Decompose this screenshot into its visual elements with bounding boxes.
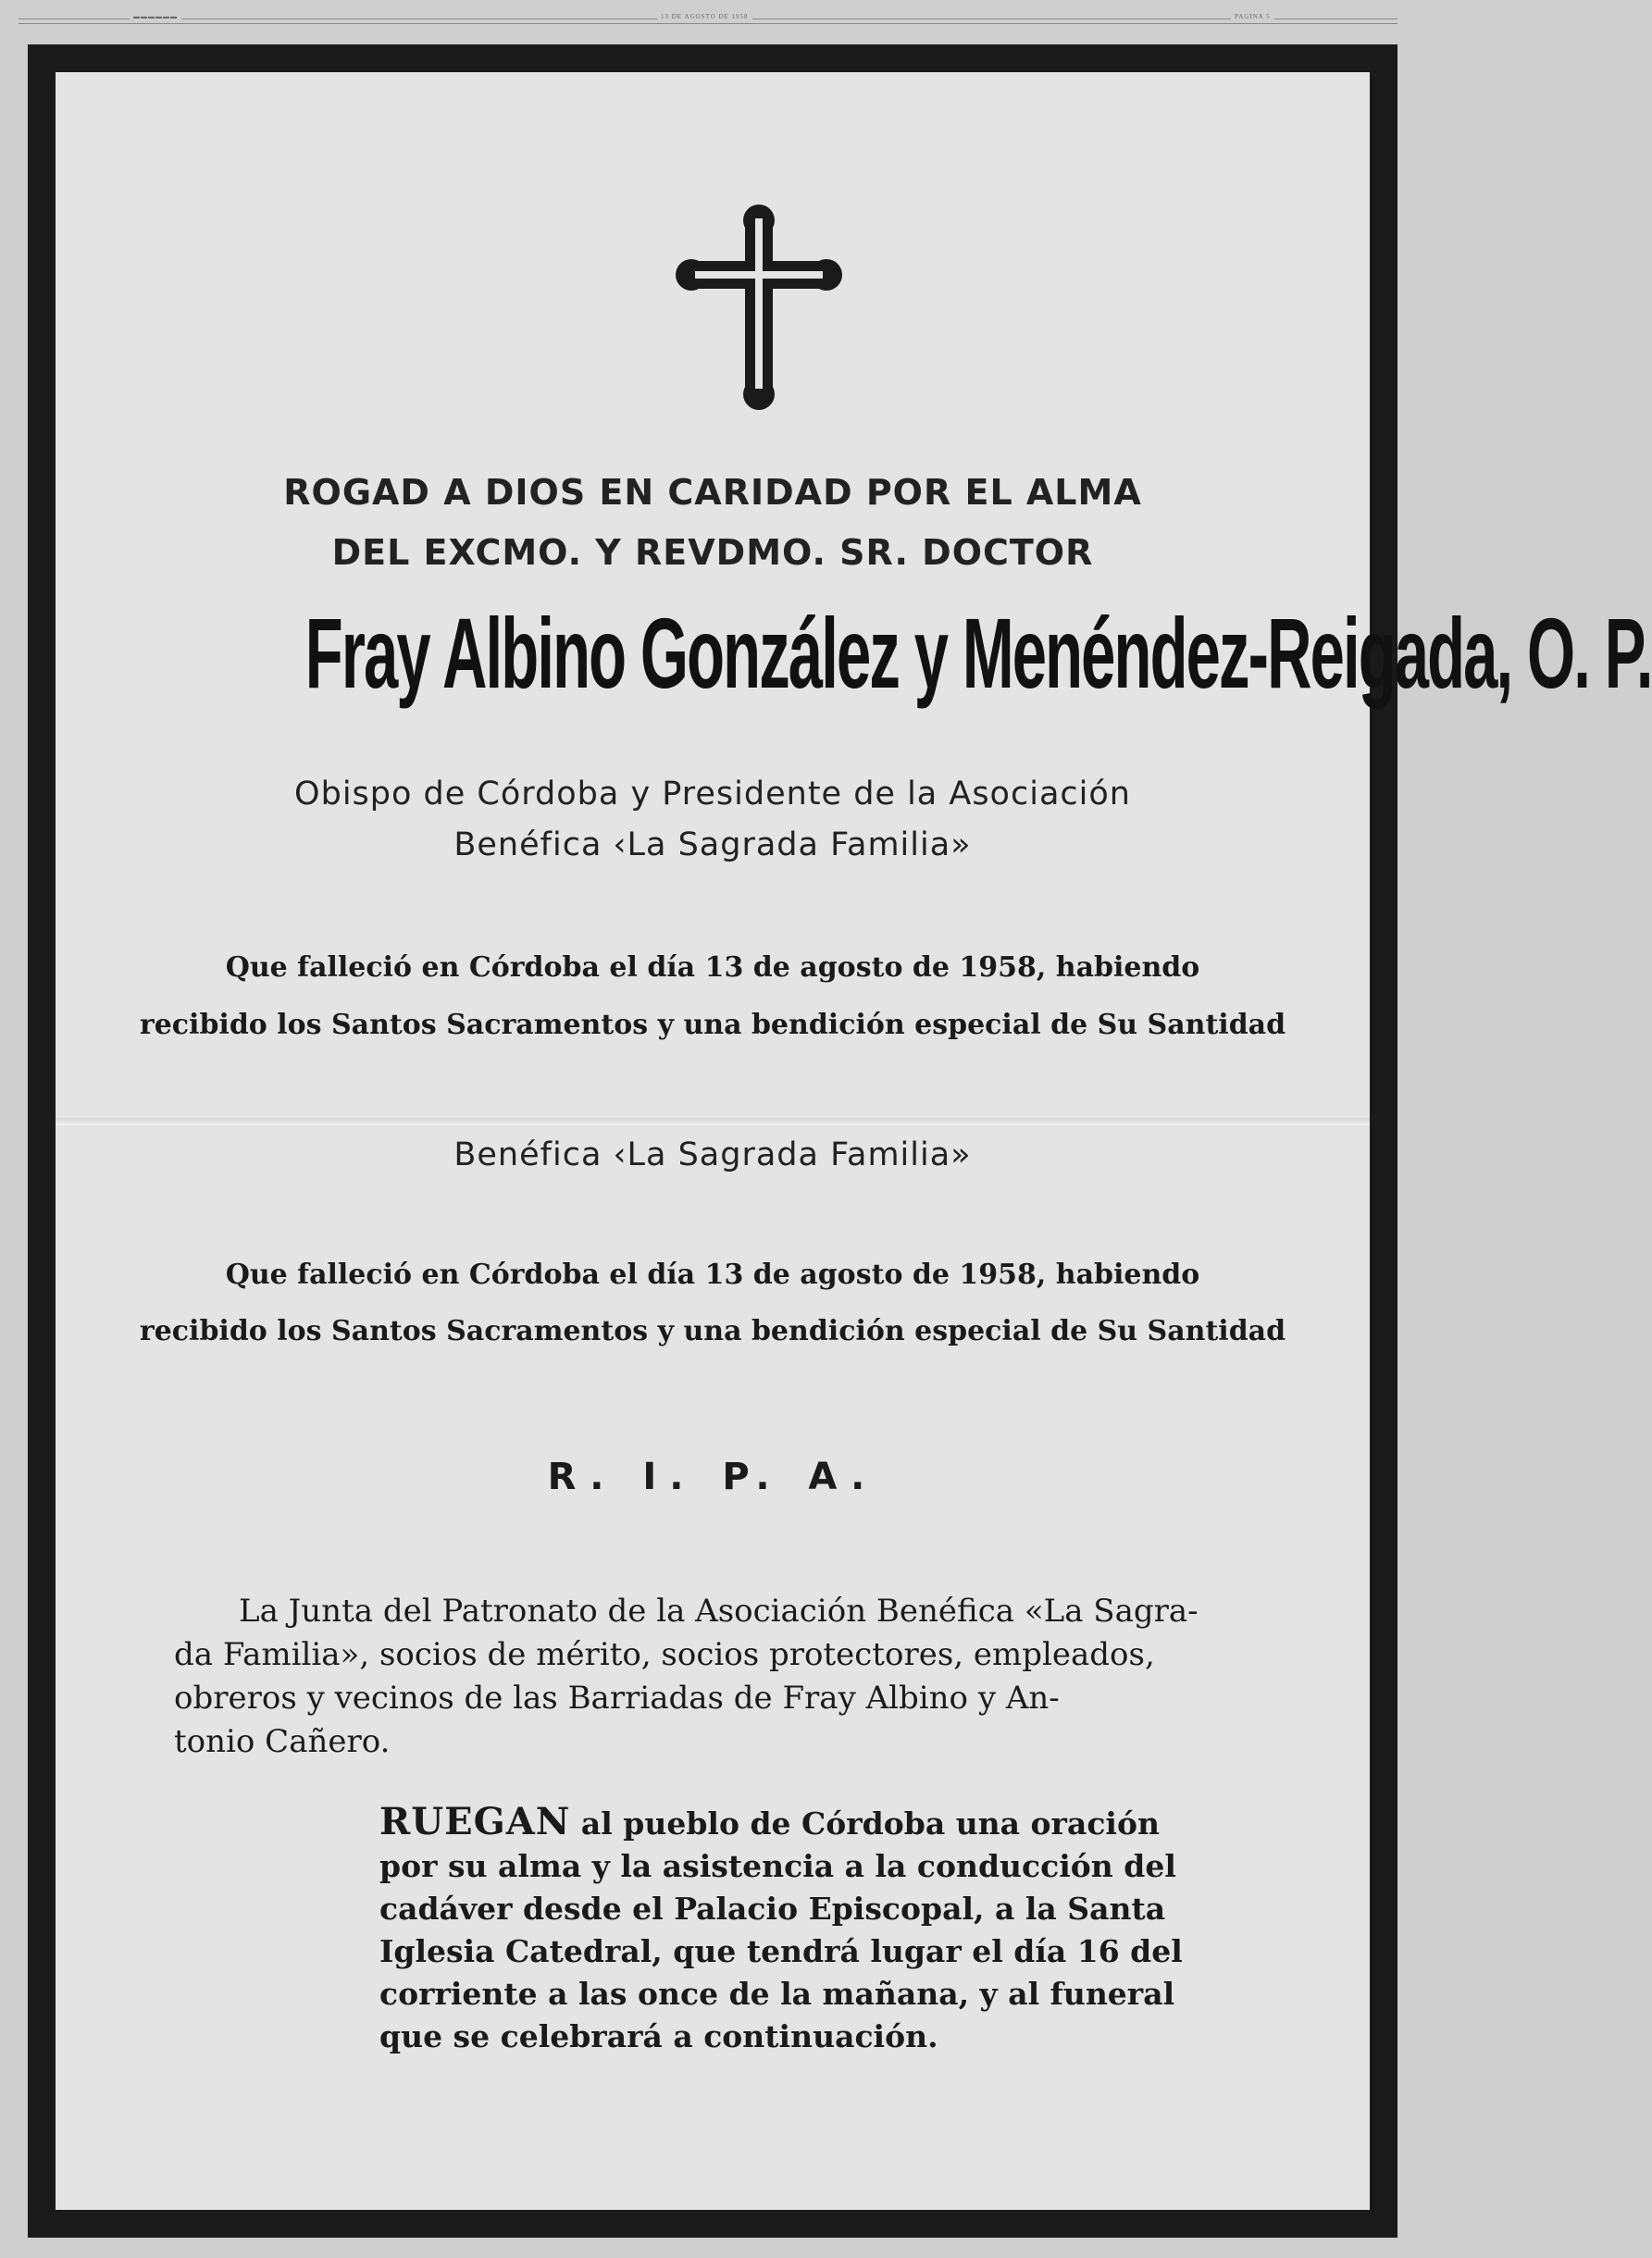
newspaper-masthead: [19, 11, 1397, 26]
ruegan-line: Iglesia Catedral, que tendrá lugar el día 16 del: [379, 1933, 1183, 1969]
obituary-panel: [56, 72, 1652, 2210]
title-line-1: Obispo de Córdoba y Presidente de la Asociación: [294, 775, 1131, 813]
ruegan-line: cadáver desde el Palacio Episcopal, a la Santa: [379, 1891, 1166, 1927]
junta-line: La Junta del Patronato de la Asociación Benéfica «La Sagra-: [239, 1593, 1199, 1630]
junta-line: tonio Cañero.: [174, 1723, 391, 1760]
repeat-title-line: Benéfica ‹La Sagrada Familia»: [453, 1136, 972, 1173]
ruegan-line: corriente a las once de la mañana, y al funeral: [379, 1976, 1175, 2012]
ruegan-line-rest: al pueblo de Córdoba una oración: [570, 1805, 1160, 1842]
ruegan-first-line: [379, 1801, 1314, 1845]
death-line-1: Que falleció en Córdoba el día 13 de agosto de 1958, habiendo: [225, 951, 1200, 984]
ruegan-line: que se celebrará a continuación.: [379, 2018, 938, 2054]
ruegan-line: por su alma y la asistencia a la conducción del: [379, 1848, 1176, 1884]
ripa-line: R. I. P. A.: [547, 1456, 878, 1498]
masthead-date: 13 DE AGOSTO DE 1958: [657, 13, 752, 20]
latin-cross-icon: [680, 202, 838, 405]
mourning-border: [28, 44, 1652, 2238]
ruegan-paragraph: [379, 1801, 1314, 2058]
death-line-2: recibido los Santos Sacramentos y una bendición especial de Su Santidad: [139, 1009, 1286, 1041]
paper-fold: [56, 1118, 1370, 1125]
junta-line: da Familia», socios de mérito, socios protectores, empleados,: [174, 1636, 1155, 1673]
masthead-page: PAGINA 5: [1231, 13, 1274, 20]
deceased-name: Fray Albino González y Menéndez-Reigada, O. P.: [304, 597, 1652, 709]
repeat-death-line-1: Que falleció en Córdoba el día 13 de agosto de 1958, habiendo: [225, 1259, 1200, 1291]
repeat-death-line-2: recibido los Santos Sacramentos y una bendición especial de Su Santidad: [139, 1315, 1286, 1347]
header-line-2: DEL EXCMO. Y REVDMO. SR. DOCTOR: [331, 532, 1094, 573]
junta-paragraph: [174, 1590, 1303, 1764]
header-line-1: ROGAD A DIOS EN CARIDAD POR EL ALMA: [283, 472, 1142, 513]
junta-line: obreros y vecinos de las Barriadas de Fray Albino y An-: [174, 1680, 1060, 1717]
ruegan-lead: RUEGAN: [379, 1800, 571, 1843]
title-line-2: Benéfica ‹La Sagrada Familia»: [453, 826, 972, 863]
masthead-left: ▬▬▬▬▬▬: [130, 13, 181, 20]
